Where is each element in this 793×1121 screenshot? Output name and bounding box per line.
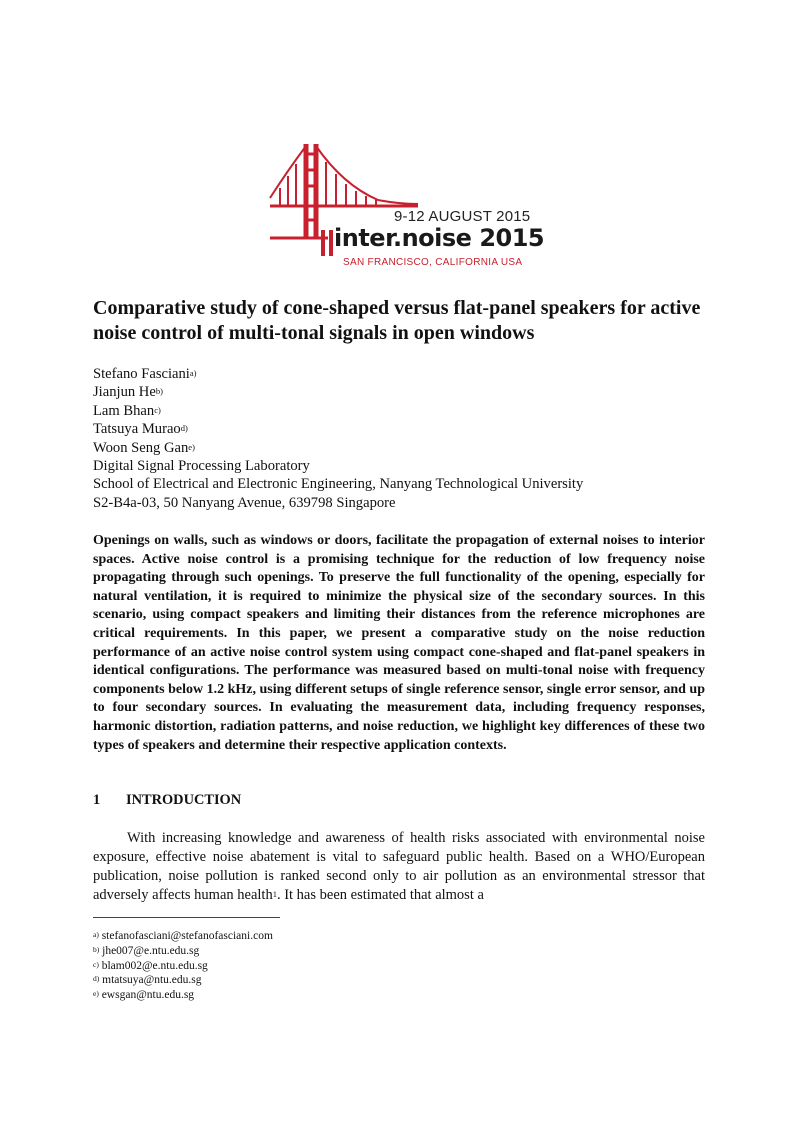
footnote-email: mtatsuya@ntu.edu.sg [102, 974, 202, 987]
conference-logo [268, 140, 545, 270]
footnote-email: stefanofasciani@stefanofasciani.com [101, 930, 273, 942]
footnote [93, 988, 273, 1003]
author-line [93, 365, 733, 383]
reference-mark: 1 [272, 889, 277, 899]
conference-location: SAN FRANCISCO, CALIFORNIA USA [343, 257, 523, 268]
conference-brand: inter.noise 2015 [334, 224, 545, 252]
author-block [93, 365, 733, 512]
footnotes [93, 929, 273, 1003]
intro-text: With increasing knowledge and awareness of health risks associated with environmental noise exposure, effective noise abatement is vital to safeguard public health. Based on a WHO/European publication, noise pollution is ranked second only to air pollution as an environmental stressor that adversely affects human health [93, 830, 705, 903]
author-mark: e) [188, 441, 195, 452]
footnote-mark: c) [93, 959, 99, 969]
author-mark: a) [189, 368, 197, 378]
author-name: Jianjun He [93, 384, 156, 401]
author-line [93, 402, 733, 420]
footnote-email: blam002@e.ntu.edu.sg [101, 959, 208, 972]
footnote-mark: e) [93, 989, 99, 999]
author-line [93, 420, 733, 438]
author-line [93, 439, 733, 457]
footnote [93, 944, 273, 959]
section-number: 1 [93, 792, 101, 808]
intro-paragraph [93, 829, 705, 905]
footnote-mark: d) [93, 974, 100, 984]
affiliation-line: S2-B4a-03, 50 Nanyang Avenue, 639798 Singapore [93, 494, 396, 511]
author-name: Woon Seng Gan [93, 439, 189, 456]
author-line [93, 383, 733, 401]
author-name: Stefano Fasciani [93, 366, 190, 382]
paper-title: Comparative study of cone-shaped versus flat-panel speakers for active noise control of multi-tonal signals in open windows [93, 297, 701, 344]
footnote-mark: a) [93, 930, 99, 939]
section-heading [93, 792, 241, 809]
author-mark: c) [154, 404, 161, 415]
author-name: Lam Bhan [93, 402, 155, 419]
affiliation-line: School of Electrical and Electronic Engineering, Nanyang Technological University [93, 476, 584, 493]
footnote-email: ewsgan@ntu.edu.sg [101, 989, 195, 1002]
author-mark: d) [180, 423, 188, 434]
footnote-divider [93, 917, 280, 918]
footnote [93, 973, 273, 988]
intro-text-continued: . It has been estimated that almost a [276, 887, 484, 903]
footnote-email: jhe007@e.ntu.edu.sg [102, 944, 200, 957]
section-title: INTRODUCTION [126, 792, 242, 808]
abstract: Openings on walls, such as windows or doors, facilitate the propagation of external noises to interior spaces. Active noise control is a promising technique for the reduction of low frequency noise propagating through such openings. To preserve the full functionality of the opening, especially for natural ventilation, it is required to minimize the physical size of the secondary sources. In this scenario, using compact speakers and limiting their distances from the reference microphones are critical requirements. In this paper, we present a comparative study on the noise reduction performance of an active noise control system using compact cone-shaped and flat-panel speakers in identical configurations. The performance was measured based on multi-tonal noise with frequency components below 1.2 kHz, using different setups of single reference sensor, single error sensor, and up to four secondary sources. In evaluating the measurement data, including frequency responses, harmonic distortion, radiation patterns, and noise reduction, we highlight key differences of these two types of speakers and determine their respective application contexts. [93, 533, 705, 753]
footnote [93, 929, 273, 944]
footnote [93, 959, 273, 974]
conference-dates: 9-12 AUGUST 2015 [394, 208, 531, 225]
affiliation-line: Digital Signal Processing Laboratory [93, 458, 310, 475]
author-mark: b) [155, 386, 163, 397]
author-name: Tatsuya Murao [93, 421, 181, 438]
footnote-mark: b) [93, 944, 100, 954]
